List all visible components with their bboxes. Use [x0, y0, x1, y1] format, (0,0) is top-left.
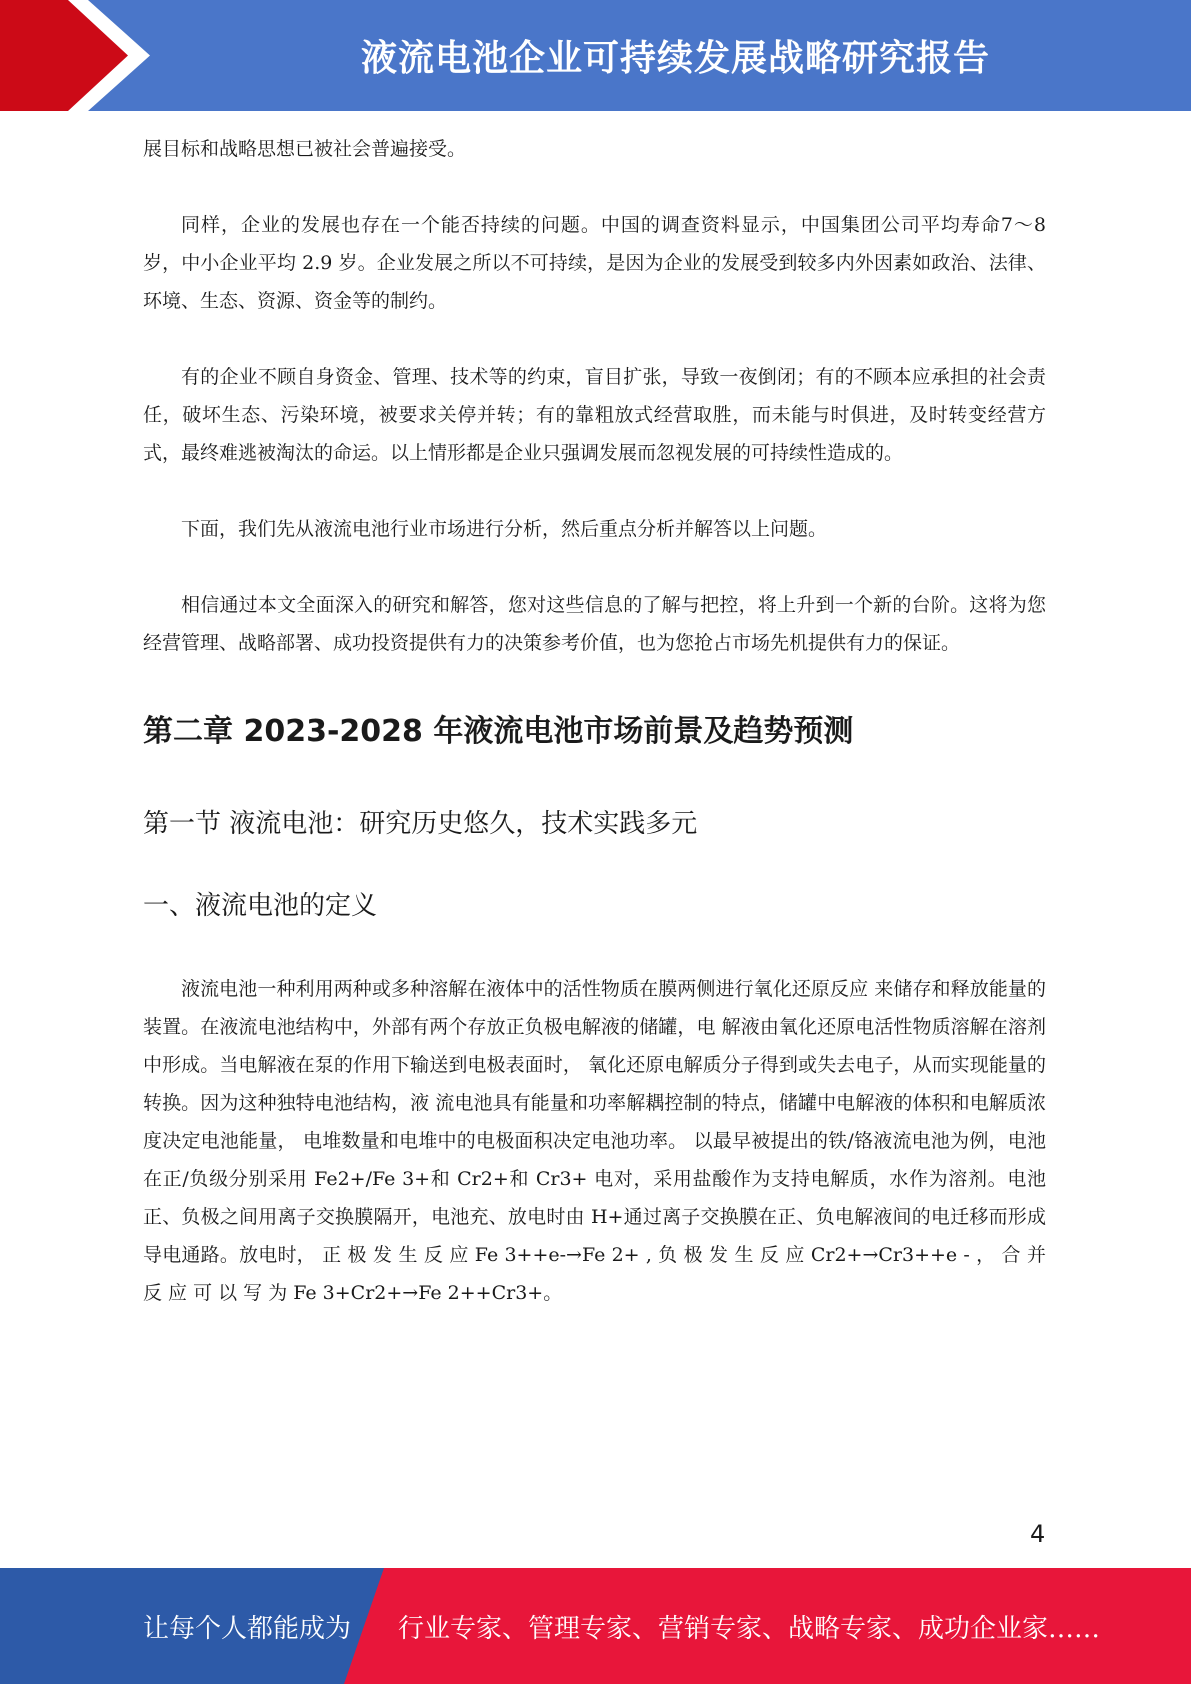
section-title: 第一节 液流电池：研究历史悠久，技术实践多元	[143, 809, 698, 839]
paragraph: 展目标和战略思想已被社会普遍接受。	[143, 138, 467, 160]
report-title: 液流电池企业可持续发展战略研究报告	[360, 38, 990, 79]
chapter-title: 第二章 2023-2028 年液流电池市场前景及趋势预测	[143, 714, 854, 749]
paragraph: 下面，我们先从液流电池行业市场进行分析，然后重点分析并解答以上问题。	[181, 518, 828, 540]
paragraph: 相信通过本文全面深入的研究和解答，您对这些信息的了解与把控，将上升到一个新的台阶。这将为您经营管理、战略部署、成功投资提供有力的决策参考价值，也为您抢占市场先机提供有力的保证。	[143, 594, 1046, 654]
subsection-title: 一、液流电池的定义	[143, 891, 378, 921]
footer-slogan-roles: 行业专家、管理专家、营销专家、战略专家、成功企业家……	[398, 1613, 1101, 1644]
page-header	[0, 0, 1191, 111]
page-footer	[0, 1568, 1191, 1684]
page-body	[143, 130, 1046, 1312]
footer-slogan-lead: 让每个人都能成为	[143, 1613, 352, 1644]
paragraph: 有的企业不顾自身资金、管理、技术等的约束，盲目扩张，导致一夜倒闭；有的不顾本应承担的社会责任，破坏生态、污染环境，被要求关停并转；有的靠粗放式经营取胜，而未能与时俱进，及时转变经营方式，最终难逃被淘汰的命运。以上情形都是企业只强调发展而忽视发展的可持续性造成的。	[143, 366, 1046, 464]
paragraph: 同样，企业的发展也存在一个能否持续的问题。中国的调查资料显示，中国集团公司平均寿命7～8 岁，中小企业平均 2.9 岁。企业发展之所以不可持续，是因为企业的发展受到较多内外因素如政治、法律、环境、生态、资源、资金等的制约。	[143, 214, 1046, 312]
paragraph: 液流电池一种利用两种或多种溶解在液体中的活性物质在膜两侧进行氧化还原反应 来储存和释放能量的装置。在液流电池结构中，外部有两个存放正负极电解液的储罐，电 解液由氧化还原电活性物质溶解在溶剂中形成。当电解液在泵的作用下输送到电极表面时， 氧化还原电解质分子得到或失去电子，从而实现能量的转换。因为这种独特电池结构，液 流电池具有能量和功率解耦控制的特点，储罐中电解液的体积和电解质浓度决定电池能量， 电堆数量和电堆中的电极面积决定电池功率。 以最早被提出的铁/铬液流电池为例，电池在正/负级分别采用 Fe2+/Fe 3+和 Cr2+和 Cr3+ 电对，采用盐酸作为支持电解质，水作为溶剂。电池正、负极之间用离子交换膜隔开，电池充、放电时由 H+通过离子交换膜在正、负电解液间的电迁移而形成导电通路。放电时， 正 极 发 生 反 应 Fe 3++e-→Fe 2+ , 负 极 发 生 反 应 Cr2+→Cr3++e - ， 合 并 反 应 可 以 写 为 Fe 3+Cr2+→Fe 2++Cr3+。	[143, 978, 1046, 1304]
page-number: 4	[1030, 1520, 1046, 1548]
